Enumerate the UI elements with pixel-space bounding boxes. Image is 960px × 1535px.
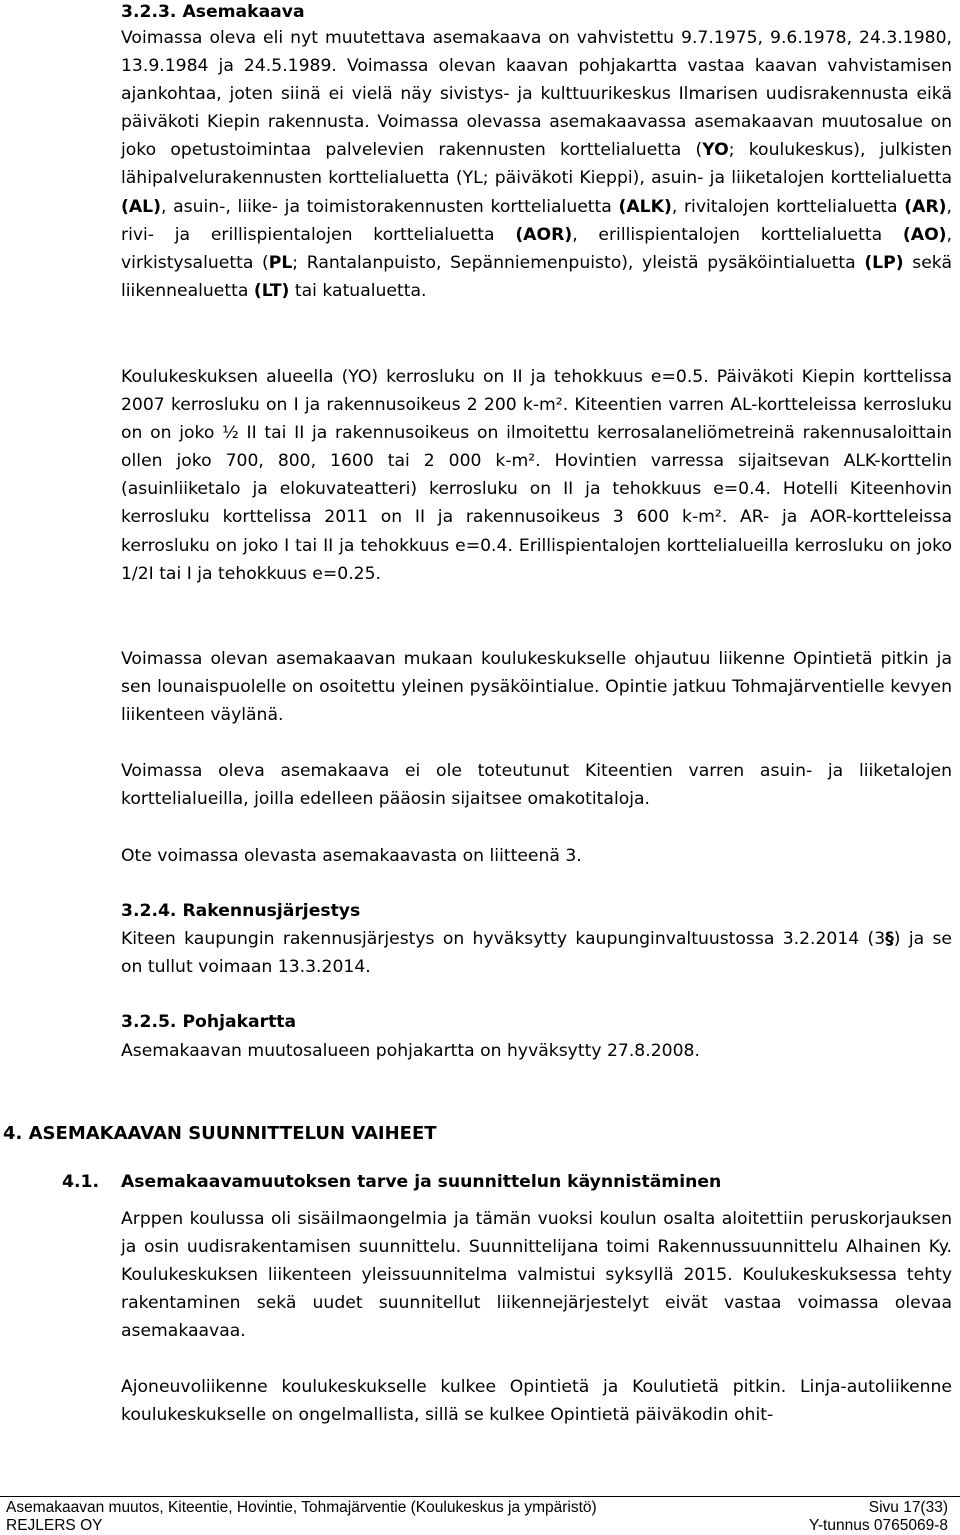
footer-row-2	[6, 1516, 948, 1535]
section-heading-4: 4. ASEMAKAAVAN SUUNNITTELUN VAIHEET	[3, 1123, 437, 1144]
section-heading-3-2-5: 3.2.5. Pohjakartta	[121, 1012, 297, 1032]
asemakaava-paragraph-2: Koulukeskuksen alueella (YO) kerrosluku on II ja tehokkuus e=0.5. Päiväkoti Kiepin korttelissa 2007 kerrosluku on I ja rakennusoikeus 2 200 k-m². Kiteentien varren AL-kortteleissa kerrosluku on on joko ½ II tai II ja rakennusoikeus on ilmoitettu kerrosalaneliömetreinä rakennusaloittain ollen joko 700, 800, 1600 tai 2 000 k-m². Hovintien varressa sijaitsevan ALK-korttelin (asuinliiketalo ja elokuvateatteri) kerrosluku on II ja tehokkuus e=0.4. Hotelli Kiteenhovin kerrosluku korttelissa 2011 on II ja rakennusoikeus 3 600 k-m². AR- ja AOR-kortteleissa kerrosluku on joko I tai II ja tehokkuus e=0.4. Erillispientalojen korttelialueilla kerrosluku on joko 1/2I tai I ja tehokkuus e=0.25.	[121, 367, 952, 584]
code-al: (AL)	[121, 196, 161, 217]
footer-company: REJLERS OY	[6, 1517, 103, 1534]
footer-rule	[0, 1496, 960, 1497]
section-number-4-1: 4.1.	[62, 1172, 99, 1192]
tarve-paragraph-2: Ajoneuvoliikenne koulukeskukselle kulkee Opintietä ja Koulutietä pitkin. Linja-autoliikenne koulukeskukselle on ongelmallista, sillä se kulkee Opintietä päiväkodin ohit-	[121, 1377, 952, 1426]
code-ar: (AR)	[904, 196, 947, 217]
pohjakartta-paragraph: Asemakaavan muutosalueen pohjakartta on hyväksytty 27.8.2008.	[121, 1041, 700, 1061]
section-heading-4-1: Asemakaavamuutoksen tarve ja suunnittelun käynnistäminen	[121, 1172, 722, 1192]
code-pl: PL	[268, 252, 293, 273]
section-heading-3-2-4: 3.2.4. Rakennusjärjestys	[121, 901, 361, 921]
code-alk: (ALK)	[618, 196, 672, 217]
code-yo: YO	[702, 140, 729, 161]
tarve-paragraph-1: Arppen koulussa oli sisäilmaongelmia ja tämän vuoksi koulun osalta aloitettiin peruskorjauksen ja osin uudisrakentamisen suunnittelu. Suunnittelijana toimi Rakennussuunnittelu Alhainen Ky. Koulukeskuksen liikenteen yleissuunnitelma valmistui syksyllä 2015. Koulukeskuksessa tehty rakentaminen sekä uudet suunnitellut liikennejärjestelyt eivät vastaa voimassa olevaa asemakaavaa.	[121, 1209, 952, 1342]
footer-title: Asemakaavan muutos, Kiteentie, Hovintie, Tohmajärventie (Koulukeskus ja ympäristö)	[6, 1499, 597, 1516]
asemakaava-paragraph-1: Voimassa oleva eli nyt muutettava asemakaava on vahvistettu 9.7.1975, 9.6.1978, 24.3.1980, 13.9.1984 ja 24.5.1989. Voimassa olevan kaavan pohjakartta vastaa kaavan vahvistamisen ajankohtaa, joten siinä ei vielä näy sivistys- ja kulttuurikeskus Ilmarisen uudisrakennusta eikä päiväkoti Kiepin rakennusta. Voimassa olevassa asemakaavassa asemakaavan muutosalue on joko opetustoimintaa palvelevien rakennusten korttelialuetta (YO; koulukeskus), julkisten lähipalvelurakennusten korttelialuetta (YL; päiväkoti Kieppi), asuin- ja liiketalojen korttelialuetta (AL), asuin-, liike- ja toimistorakennusten korttelialuetta (ALK), rivitalojen korttelialuetta (AR), rivi- ja erillispientalojen korttelialuetta (AOR), erillispientalojen korttelialuetta (AO), virkistysaluetta (PL; Rantalanpuisto, Sepänniemenpuisto), yleistä pysäköintialuetta (LP) sekä liikennealuetta (LT) tai katualuetta.	[121, 28, 952, 301]
footer-ytunnus: Y-tunnus 0765069-8	[808, 1517, 948, 1534]
asemakaava-paragraph-4: Voimassa oleva asemakaava ei ole toteutunut Kiteentien varren asuin- ja liiketalojen korttelialueilla, joilla edelleen pääosin sijaitsee omakotitaloja.	[121, 761, 952, 810]
paragraph-sign: §	[885, 929, 894, 949]
code-lp: (LP)	[864, 252, 904, 273]
rakennusjarjestys-paragraph: Kiteen kaupungin rakennusjärjestys on hyväksytty kaupunginvaltuustossa 3.2.2014 (3§) ja se on tullut voimaan 13.3.2014.	[121, 929, 952, 978]
code-aor: (AOR)	[515, 224, 573, 245]
code-ao: (AO)	[902, 224, 947, 245]
code-lt: (LT)	[253, 280, 290, 301]
asemakaava-paragraph-5: Ote voimassa olevasta asemakaavasta on liitteenä 3.	[121, 846, 582, 866]
footer-page-number: Sivu 17(33)	[868, 1499, 948, 1516]
footer-row-1	[6, 1498, 948, 1517]
asemakaava-paragraph-3: Voimassa olevan asemakaavan mukaan koulukeskukselle ohjautuu liikenne Opintietä pitkin ja sen lounaispuolelle on osoitettu yleinen pysäköintialue. Opintie jatkuu Tohmajärventielle kevyen liikenteen väylänä.	[121, 649, 952, 726]
text: Voimassa oleva eli nyt muutettava asemakaava on vahvistettu 9.7.1975, 9.6.1978, 24.3.1980, 13.9.1984 ja 24.5.1989. Voimassa olevan kaavan pohjakartta vastaa kaavan vahvistamisen ajankohtaa, joten siinä ei vielä näy sivistys- ja kulttuurikeskus Ilmarisen uudisrakennusta eikä päiväkoti Kiepin rakennusta.	[121, 28, 952, 133]
section-heading-3-2-3: 3.2.3. Asemakaava	[121, 2, 305, 22]
